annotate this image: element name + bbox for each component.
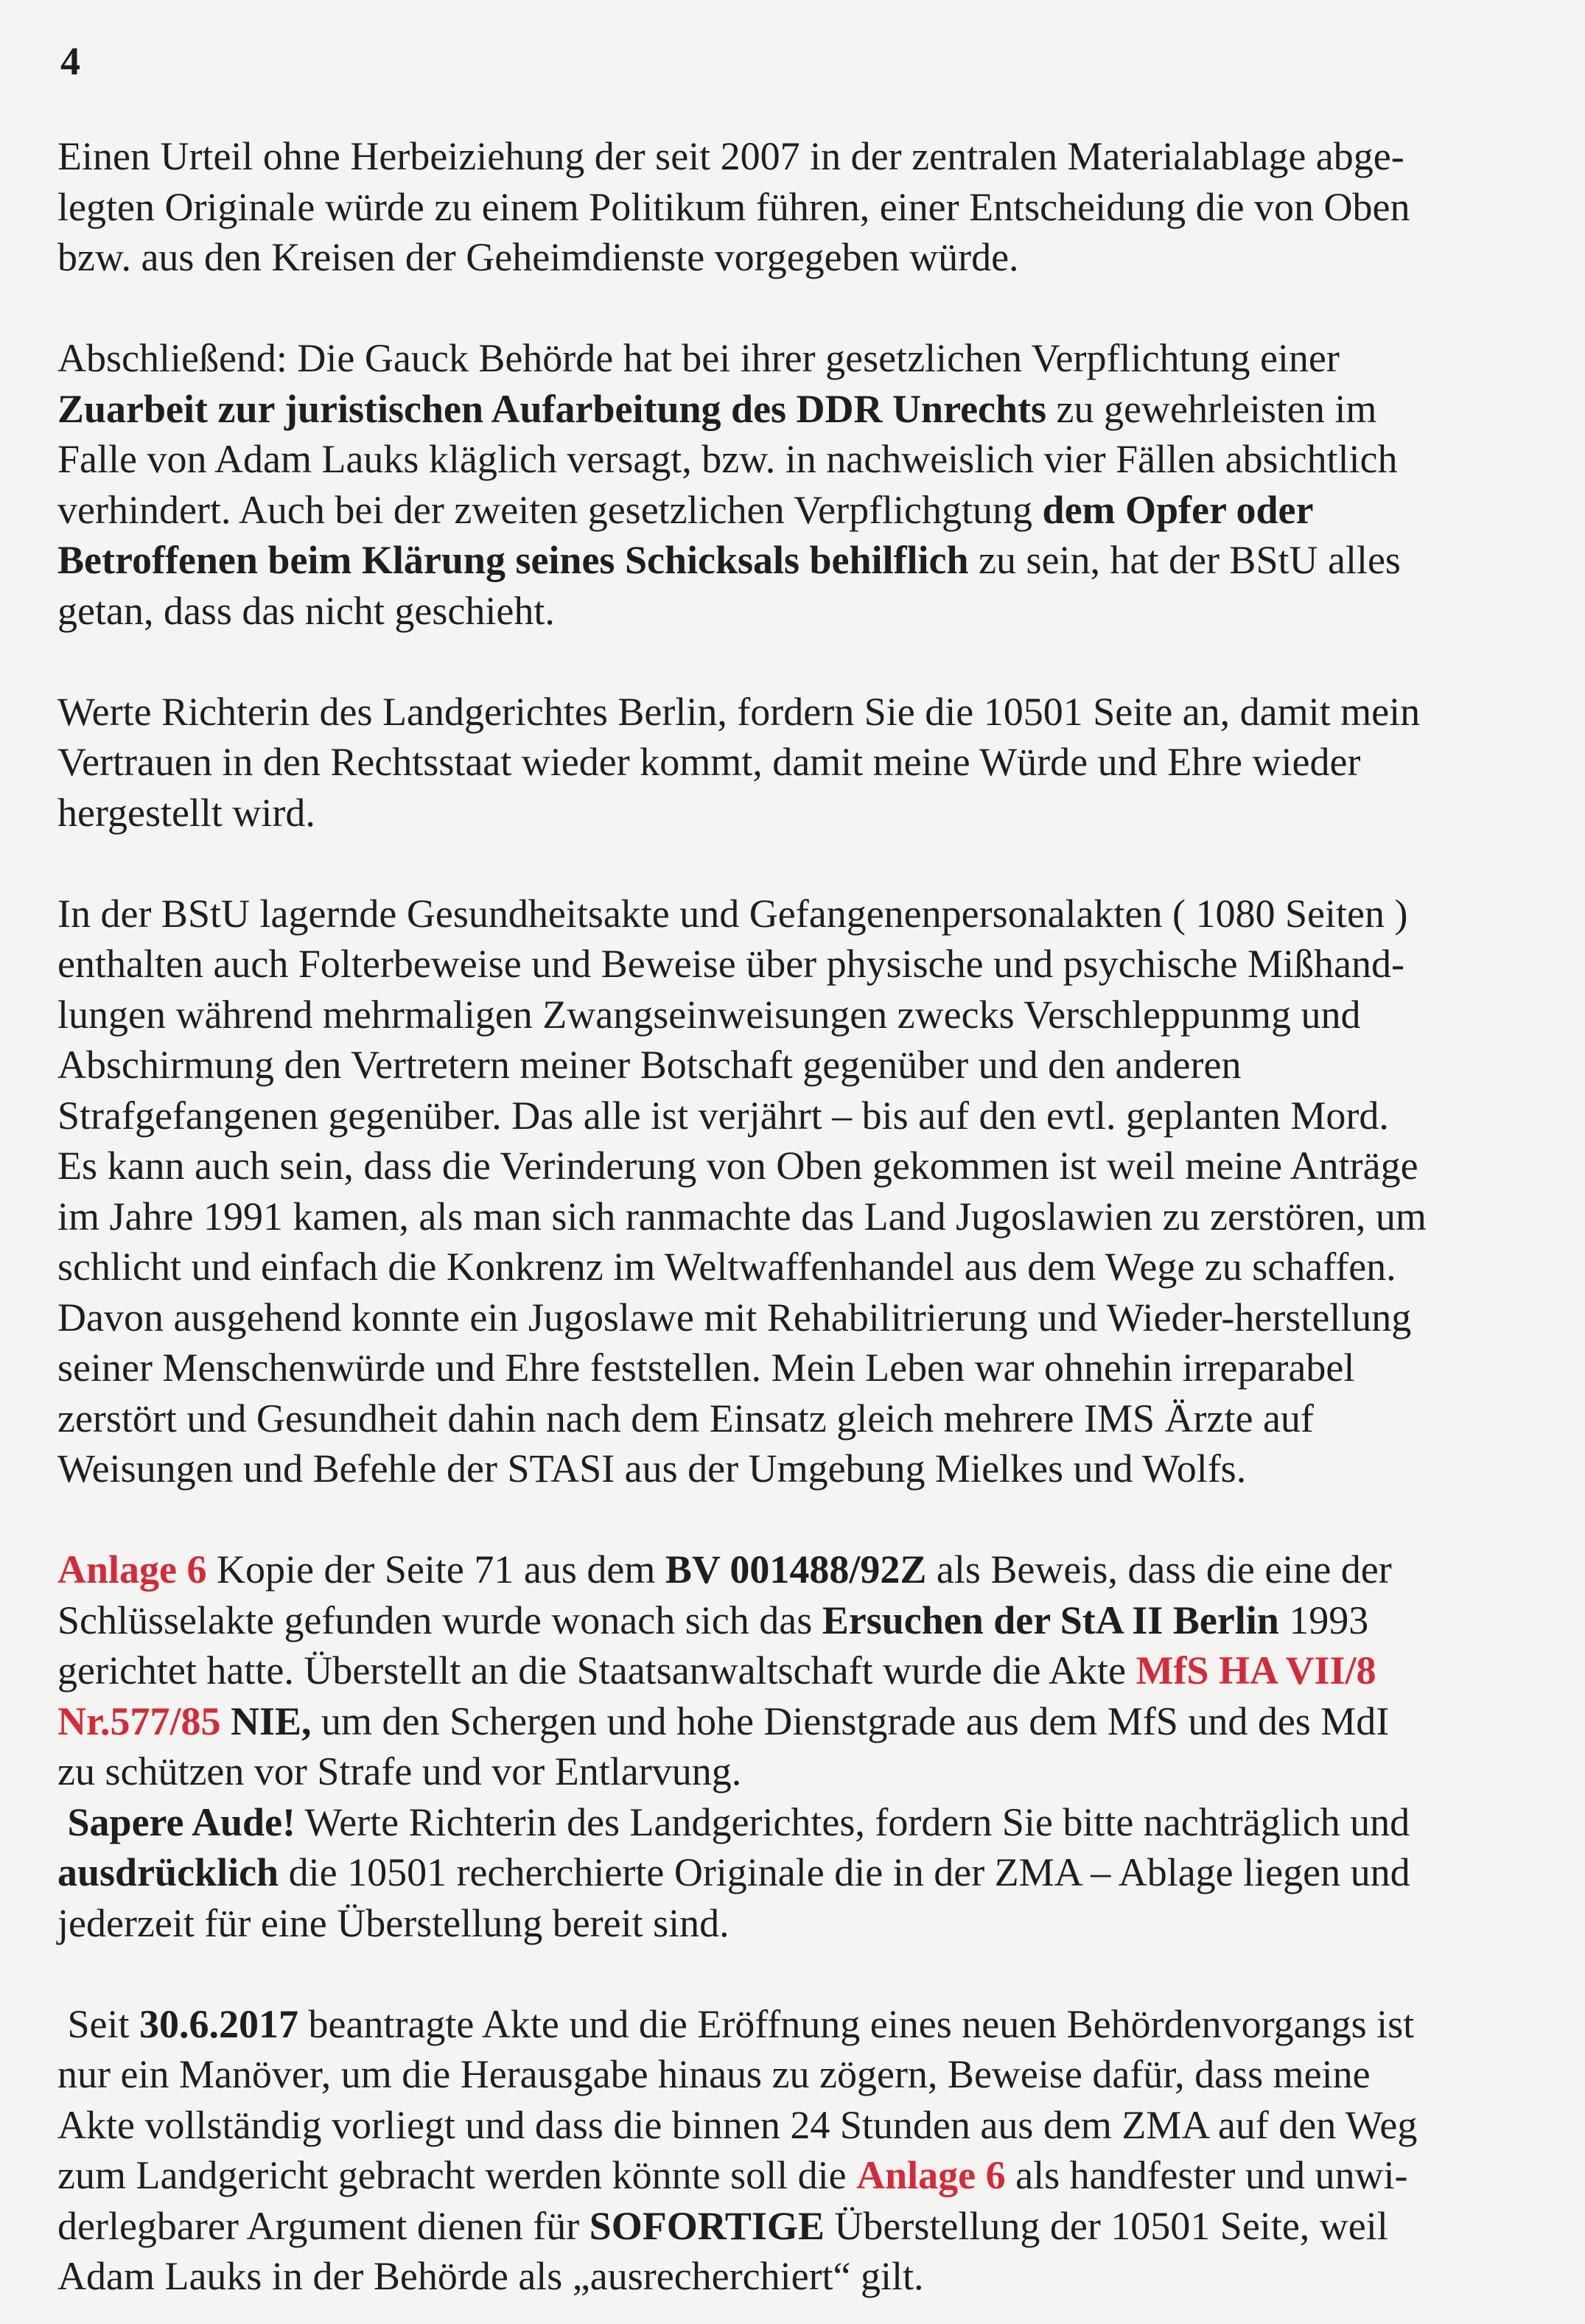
text-line: Abschirmung den Vertretern meiner Botschaft gegenüber und den anderen — [57, 1043, 1242, 1087]
text-line: Es kann auch sein, dass die Verinderung von Oben gekommen ist weil meine Anträge — [57, 1144, 1418, 1188]
paragraph-3 — [57, 687, 1539, 839]
text-run: 1993 — [1278, 1597, 1369, 1642]
text-run: zum Landgericht gebracht werden könnte soll die — [57, 2153, 857, 2197]
bold-phrase: Ersuchen der StA II Berlin — [822, 1597, 1279, 1642]
file-reference: BV 001488/92Z — [665, 1547, 927, 1592]
file-reference: Nr.577/85 — [57, 1698, 221, 1743]
text-line: zu schützen vor Strafe und vor Entlarvung. — [57, 1749, 742, 1793]
text-line: In der BStU lagernde Gesundheitsakte und Gefangenenpersonalakten ( 1080 Seiten ) — [57, 891, 1408, 936]
text-line: Akte vollständig vorliegt und dass die binnen 24 Stunden aus dem ZMA auf den Weg — [57, 2102, 1418, 2147]
text-line: hergestellt wird. — [57, 790, 315, 835]
text-line — [57, 1544, 1539, 1595]
text-line: Vertrauen in den Rechtsstaat wieder kommt, damit meine Würde und Ehre wieder — [57, 740, 1361, 784]
paragraph-5 — [57, 1544, 1539, 1948]
text-line: bzw. aus den Kreisen der Geheimdienste vorgegeben würde. — [57, 235, 1019, 279]
bold-phrase: dem Opfer oder — [1042, 487, 1314, 532]
file-reference: MfS HA VII/8 — [1136, 1648, 1376, 1693]
text-line — [57, 1696, 1539, 1747]
text-line: Abschließend: Die Gauck Behörde hat bei ihrer gesetzlichen Verpflichtung einer — [57, 336, 1340, 380]
text-run: Überstellung der 10501 Seite, weil — [824, 2203, 1388, 2248]
text-run: die 10501 recherchierte Originale die in der ZMA – Ablage liegen und — [279, 1850, 1410, 1894]
text-run: derlegbarer Argument dienen für — [57, 2203, 589, 2248]
text-run: beantragte Akte und die Eröffnung eines neuen Behördenvorgangs ist — [298, 2001, 1415, 2046]
bold-phrase: ausdrücklich — [57, 1850, 279, 1894]
text-line: Davon ausgehend konnte ein Jugoslawe mit Rehabilitrierung und Wieder-herstellung — [57, 1295, 1412, 1340]
date: 30.6.2017 — [139, 2001, 299, 2046]
text-line — [57, 1645, 1539, 1696]
text-run: Seit — [67, 2001, 140, 2046]
paragraph-4 — [57, 889, 1539, 1494]
text-run: zu gewehrleisten im — [1046, 386, 1377, 431]
text-run: als Beweis, dass die eine der — [926, 1547, 1392, 1592]
text-run: um den Schergen und hohe Dienstgrade aus dem MfS und des MdI — [311, 1698, 1390, 1743]
text-line — [57, 1797, 1539, 1848]
text-run: Schlüsselakte gefunden wurde wonach sich das — [57, 1597, 822, 1642]
text-line — [57, 2150, 1539, 2201]
annex-reference: Anlage 6 — [57, 1547, 207, 1592]
paragraph-1 — [57, 131, 1539, 283]
text-line — [57, 485, 1539, 536]
text-line — [57, 384, 1539, 435]
paragraph-2 — [57, 333, 1539, 636]
text-line: lungen während mehrmaligen Zwangseinweisungen zwecks Verschleppunmg und — [57, 992, 1361, 1037]
text-line: zerstört und Gesundheit dahin nach dem Einsatz gleich mehrere IMS Ärzte auf — [57, 1396, 1314, 1441]
text-line — [57, 1999, 1539, 2050]
text-line: seiner Menschenwürde und Ehre feststellen. Mein Leben war ohnehin irreparabel — [57, 1345, 1355, 1390]
text-run: Werte Richterin des Landgerichtes, fordern Sie bitte nachträglich und — [295, 1799, 1410, 1844]
text-line: Adam Lauks in der Behörde als „ausrecherchiert“ gilt. — [57, 2254, 924, 2298]
text-line — [57, 1847, 1539, 1898]
text-run: zu sein, hat der BStU alles — [968, 538, 1401, 582]
text-line — [57, 1595, 1539, 1646]
text-line — [57, 2201, 1539, 2252]
page-number: 4 — [60, 39, 80, 83]
text-line — [57, 535, 1539, 586]
letter-body — [57, 131, 1539, 2302]
annex-reference: Anlage 6 — [856, 2153, 1006, 2197]
text-run: Kopie der Seite 71 aus dem — [206, 1547, 665, 1592]
text-line: im Jahre 1991 kamen, als man sich ranmachte das Land Jugoslawien zu zerstören, um — [57, 1194, 1427, 1239]
text-run: gerichtet hatte. Überstellt an die Staatsanwaltschaft wurde die Akte — [57, 1648, 1136, 1693]
text-run: als handfester und unwi- — [1005, 2153, 1408, 2197]
text-line: Einen Urteil ohne Herbeiziehung der seit 2007 in der zentralen Materialablage abge- — [57, 134, 1404, 178]
text-line: Werte Richterin des Landgerichtes Berlin, fordern Sie die 10501 Seite an, damit mein — [57, 689, 1421, 734]
text-line: Falle von Adam Lauks kläglich versagt, bzw. in nachweislich vier Fällen absichtlich — [57, 437, 1398, 481]
bold-phrase: Zuarbeit zur juristischen Aufarbeitung des DDR Unrechts — [57, 386, 1047, 431]
text-line: enthalten auch Folterbeweise und Beweise über physische und psychische Mißhand- — [57, 942, 1405, 986]
bold-phrase: Sapere Aude! — [67, 1799, 296, 1844]
bold-phrase: NIE, — [220, 1698, 312, 1743]
text-run: verhindert. Auch bei der zweiten gesetzlichen Verpflichgtung — [57, 487, 1043, 532]
paragraph-6 — [57, 1999, 1539, 2302]
text-line: jederzeit für eine Überstellung bereit sind. — [57, 1900, 729, 1945]
text-line: getan, dass das nicht geschieht. — [57, 588, 555, 633]
text-line: legten Originale würde zu einem Politikum führen, einer Entscheidung die von Oben — [57, 184, 1410, 229]
text-line: Strafgefangenen gegenüber. Das alle ist verjährt – bis auf den evtl. geplanten Mord. — [57, 1093, 1389, 1138]
bold-phrase: Betroffenen beim Klärung seines Schicksals behilflich — [57, 538, 969, 582]
text-line: Weisungen und Befehle der STASI aus der Umgebung Mielkes und Wolfs. — [57, 1446, 1247, 1491]
bold-phrase: SOFORTIGE — [589, 2203, 825, 2248]
text-line: nur ein Manöver, um die Herausgabe hinaus zu zögern, Beweise dafür, dass meine — [57, 2052, 1371, 2096]
text-line: schlicht und einfach die Konkrenz im Weltwaffenhandel aus dem Wege zu schaffen. — [57, 1245, 1396, 1289]
